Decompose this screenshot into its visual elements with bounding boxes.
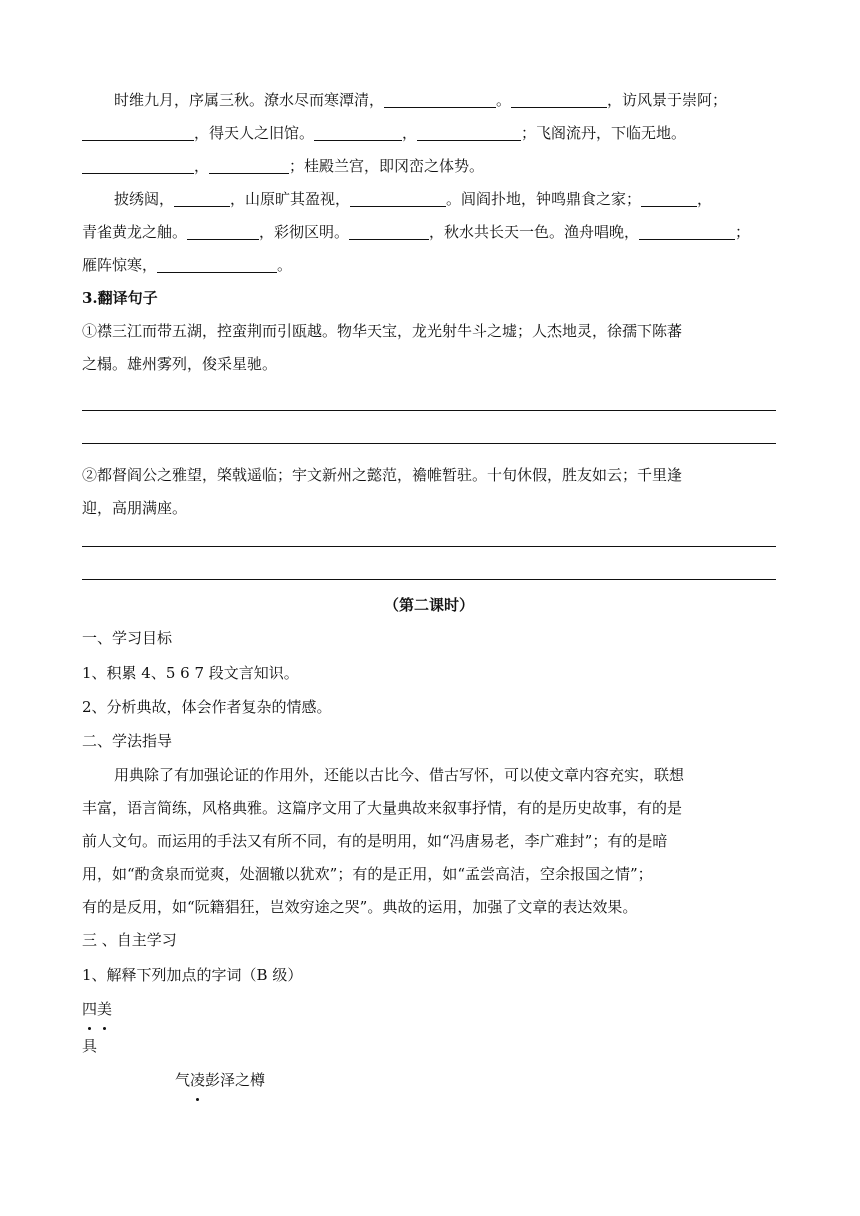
text-line: 用典除了有加强论证的作用外，还能以古比今、借古写怀，可以使文章内容充实，联想 bbox=[114, 766, 685, 784]
answer-line[interactable] bbox=[82, 410, 776, 411]
word-item-1 bbox=[82, 993, 776, 1026]
blank[interactable] bbox=[384, 90, 496, 108]
translate-item-2 bbox=[82, 459, 776, 525]
blank[interactable] bbox=[350, 189, 446, 207]
blank[interactable] bbox=[314, 123, 402, 141]
task-1: 1、解释下列加点的字词（B 级） bbox=[82, 966, 303, 984]
section-heading-self-study: 三 、自主学习 bbox=[82, 931, 177, 949]
guide-paragraph bbox=[82, 759, 776, 825]
dotted-char: 美 bbox=[97, 993, 112, 1026]
blank[interactable] bbox=[641, 189, 697, 207]
blank[interactable] bbox=[417, 123, 521, 141]
text-segment: 。 bbox=[277, 256, 293, 274]
text-segment: ，秋水共长天一色。渔舟唱晚， bbox=[429, 223, 640, 241]
translate-item-1 bbox=[82, 315, 776, 381]
fill-passage-2 bbox=[82, 183, 776, 282]
text-line: 用，如“酌贪泉而觉爽，处涸辙以犹欢”；有的是正用，如“孟尝高洁，空余报国之情”； bbox=[82, 865, 653, 883]
blank[interactable] bbox=[174, 189, 230, 207]
text-segment: 时维九月，序属三秋。潦水尽而寒潭清， bbox=[114, 91, 385, 109]
fill-passage-1 bbox=[82, 84, 776, 183]
text-line: ②都督阎公之雅望，棨戟遥临；宇文新州之懿范，襜帷暂驻。十旬休假，胜友如云；千里逢 bbox=[82, 466, 683, 484]
text-segment: 雁阵惊寒， bbox=[82, 256, 158, 274]
text-line: 有的是反用，如“阮籍猖狂，岂效穷途之哭”。典故的运用，加强了文章的表达效果。 bbox=[82, 898, 638, 916]
blank[interactable] bbox=[82, 156, 194, 174]
text-segment: 青雀黄龙之舳。 bbox=[82, 223, 188, 241]
text-segment: ， bbox=[194, 157, 210, 175]
word-item-2: 具 bbox=[82, 1037, 98, 1055]
dotted-char: 凌 bbox=[190, 1064, 205, 1097]
blank[interactable] bbox=[639, 222, 735, 240]
text-segment: 披绣闼， bbox=[114, 190, 175, 208]
text-segment: ， bbox=[697, 190, 713, 208]
guide-paragraph-cont bbox=[82, 825, 776, 924]
text-line: 之榻。雄州雾列，俊采星驰。 bbox=[82, 355, 278, 373]
goal-2: 2、分析典故，体会作者复杂的情感。 bbox=[82, 698, 332, 716]
text-segment: ；飞阁流丹，下临无地。 bbox=[521, 124, 687, 142]
text-line: 迎，高朋满座。 bbox=[82, 499, 188, 517]
goal-1: 1、积累 4、5 6 7 段文言知识。 bbox=[82, 664, 299, 682]
text-segment: ，得天人之旧馆。 bbox=[194, 124, 315, 142]
section-heading-goals: 一、学习目标 bbox=[82, 629, 173, 647]
text-segment: 气 bbox=[175, 1071, 191, 1089]
answer-line[interactable] bbox=[82, 579, 776, 580]
text-segment: 。闾阎扑地，钟鸣鼎食之家； bbox=[446, 190, 642, 208]
answer-line[interactable] bbox=[82, 546, 776, 547]
lesson2-title: （第二课时） bbox=[383, 596, 474, 614]
answer-line[interactable] bbox=[82, 443, 776, 444]
text-line: 前人文句。而运用的手法又有所不同，有的是明用，如“冯唐易老，李广难封”；有的是暗 bbox=[82, 832, 668, 850]
text-segment: ，彩彻区明。 bbox=[259, 223, 350, 241]
text-line: 丰富，语言简练，风格典雅。这篇序文用了大量典故来叙事抒情，有的是历史故事，有的是 bbox=[82, 799, 683, 817]
text-segment: ；桂殿兰宫，即冈峦之体势。 bbox=[289, 157, 485, 175]
text-segment: ，访风景于崇阿； bbox=[607, 91, 728, 109]
text-segment: 彭泽之樽 bbox=[205, 1071, 266, 1089]
translate-heading: 3.翻译句子 bbox=[82, 289, 158, 307]
text-line: ①襟三江而带五湖，控蛮荆而引瓯越。物华天宝，龙光射牛斗之墟；人杰地灵，徐孺下陈蕃 bbox=[82, 322, 683, 340]
blank[interactable] bbox=[187, 222, 259, 240]
blank[interactable] bbox=[511, 90, 607, 108]
text-segment: ， bbox=[402, 124, 418, 142]
blank[interactable] bbox=[157, 255, 277, 273]
blank[interactable] bbox=[349, 222, 429, 240]
text-segment: ，山原旷其盈视， bbox=[230, 190, 351, 208]
text-segment: ； bbox=[735, 223, 751, 241]
word-item-3 bbox=[175, 1064, 575, 1097]
blank[interactable] bbox=[209, 156, 289, 174]
blank[interactable] bbox=[82, 123, 194, 141]
dotted-char: 四 bbox=[82, 993, 97, 1026]
text-segment: 。 bbox=[496, 91, 512, 109]
section-heading-guide: 二、学法指导 bbox=[82, 732, 173, 750]
